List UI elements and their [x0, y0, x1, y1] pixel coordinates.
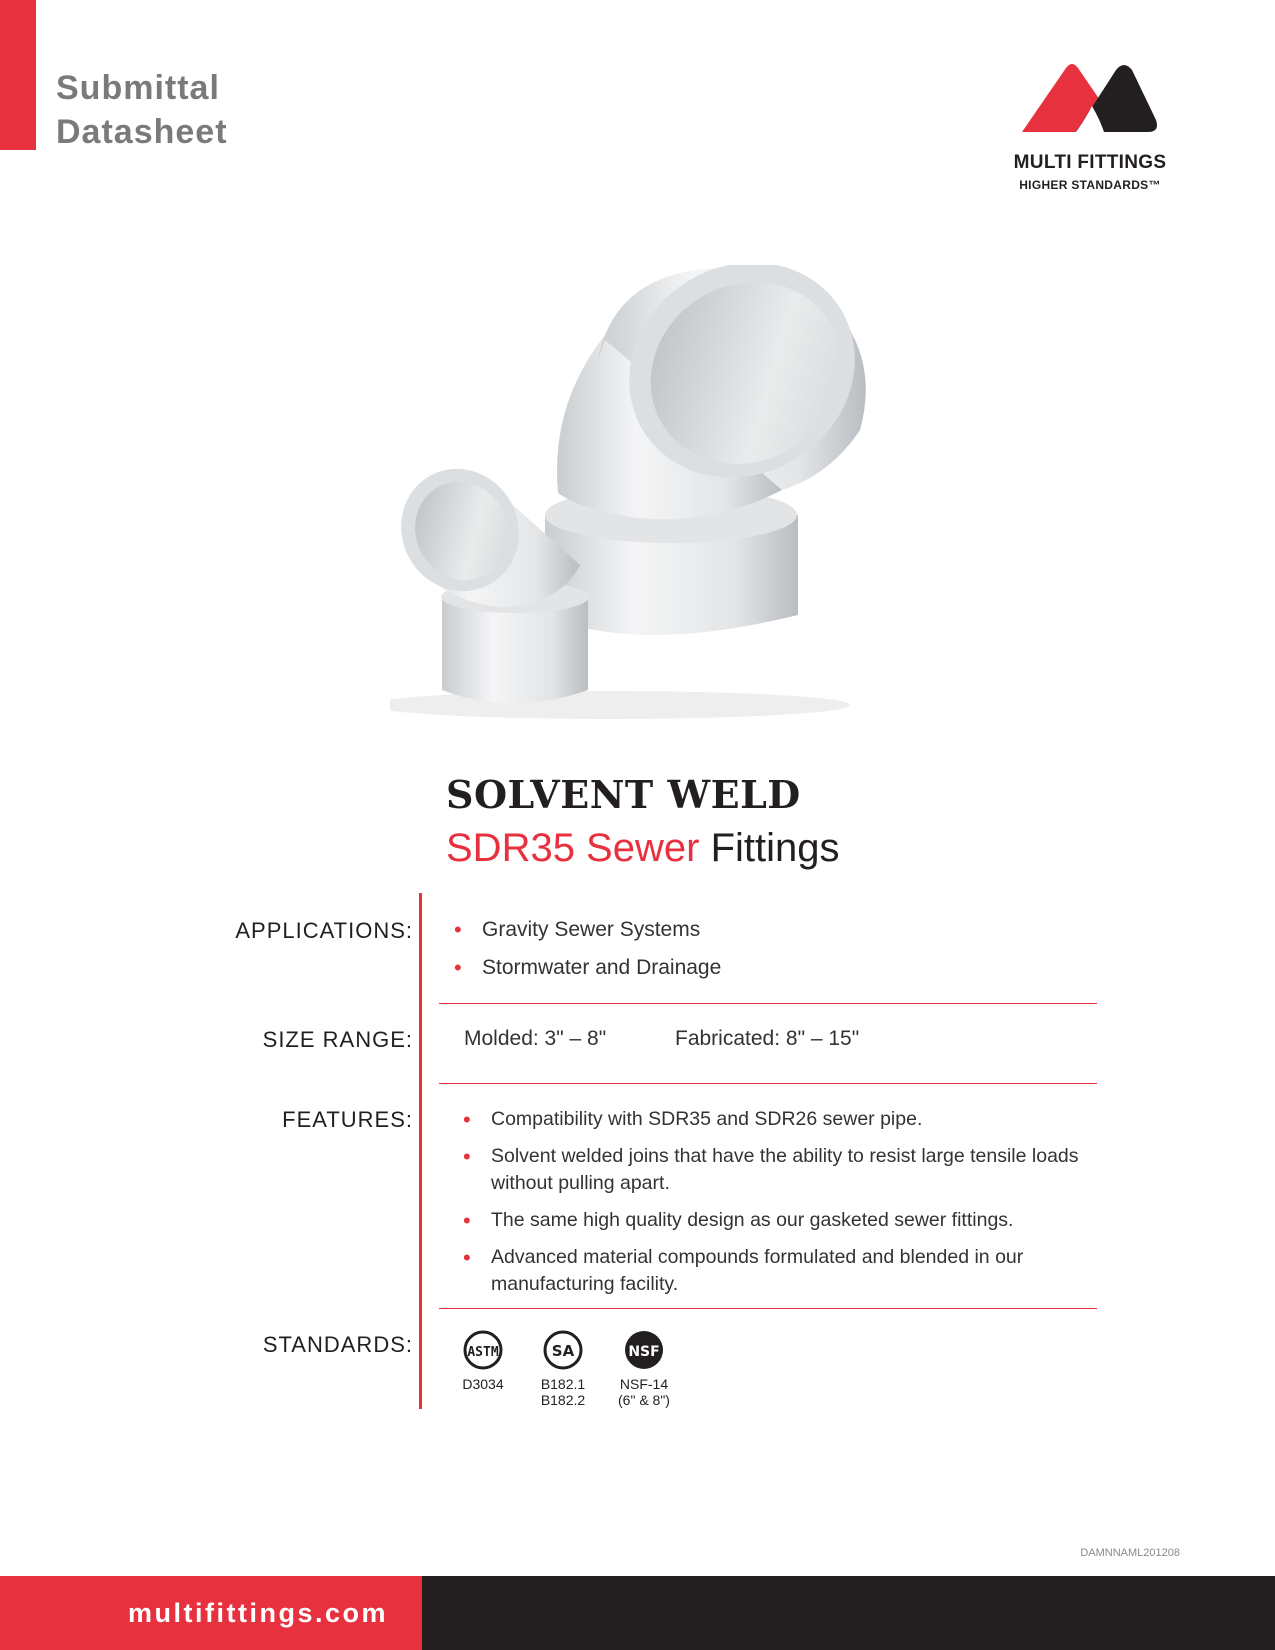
standard-csa — [523, 1330, 603, 1408]
section-divider — [439, 1083, 1097, 1084]
product-title: SOLVENT WELD — [446, 772, 801, 817]
standard-nsf — [604, 1330, 684, 1408]
product-subtitle-rest: Fittings — [710, 826, 840, 870]
footer-dark-block — [422, 1576, 1275, 1650]
standard-code: B182.2 — [540, 1392, 586, 1408]
list-item: • Compatibility with SDR35 and SDR26 sewer pipe. — [461, 1106, 1101, 1133]
brand-logo — [1000, 62, 1180, 192]
csa-logo-icon — [542, 1330, 584, 1370]
astm-mark: ASTM — [467, 1345, 499, 1360]
applications-list — [452, 918, 721, 994]
document-type-title — [56, 66, 228, 154]
nsf-logo-icon — [623, 1330, 665, 1370]
standard-code: B182.1 — [540, 1376, 586, 1392]
size-fabricated: Fabricated: 8" – 15" — [675, 1027, 860, 1050]
document-type-line1: Submittal — [56, 69, 220, 107]
standard-code: D3034 — [462, 1376, 504, 1392]
list-item: • Solvent welded joins that have the ability to resist large tensile loads without pulling apart. — [461, 1143, 1101, 1197]
standards-label: STANDARDS: — [262, 1332, 413, 1357]
list-item: • The same high quality design as our gasketed sewer fittings. — [461, 1207, 1101, 1234]
footer — [0, 1576, 1275, 1650]
size-range-label: SIZE RANGE: — [262, 1027, 413, 1052]
standard-code: NSF-14 — [619, 1376, 669, 1392]
section-divider — [439, 1308, 1097, 1309]
applications-label: APPLICATIONS: — [235, 918, 413, 943]
brand-tagline: HIGHER STANDARDS™ — [1019, 178, 1161, 192]
features-label: FEATURES: — [282, 1107, 413, 1132]
multi-fittings-logo-icon — [1020, 62, 1160, 138]
section-divider — [439, 1003, 1097, 1004]
footer-red-block — [0, 1576, 422, 1650]
csa-mark: SA — [551, 1342, 575, 1360]
document-code: DAMNNAML201208 — [1080, 1547, 1180, 1559]
header-red-tab — [0, 0, 36, 150]
features-list — [461, 1106, 1101, 1308]
list-item: • Advanced material compounds formulated and blended in our manufacturing facility. — [461, 1244, 1101, 1298]
product-subtitle — [446, 826, 840, 871]
size-molded: Molded: 3" – 8" — [464, 1027, 607, 1050]
standard-astm — [443, 1330, 523, 1392]
pvc-elbow-fittings-image — [390, 265, 890, 735]
standard-code: (6" & 8") — [618, 1392, 670, 1408]
list-item: • Stormwater and Drainage — [452, 956, 721, 980]
section-divider-vertical — [419, 893, 422, 1409]
astm-logo-icon — [462, 1330, 504, 1370]
brand-name: MULTI FITTINGS — [1013, 152, 1167, 173]
product-subtitle-accent: SDR35 Sewer — [446, 826, 700, 870]
nsf-mark: NSF — [628, 1344, 660, 1360]
document-type-line2: Datasheet — [56, 113, 228, 151]
website-link[interactable]: multifittings.com — [128, 1598, 388, 1628]
list-item: • Gravity Sewer Systems — [452, 918, 721, 942]
